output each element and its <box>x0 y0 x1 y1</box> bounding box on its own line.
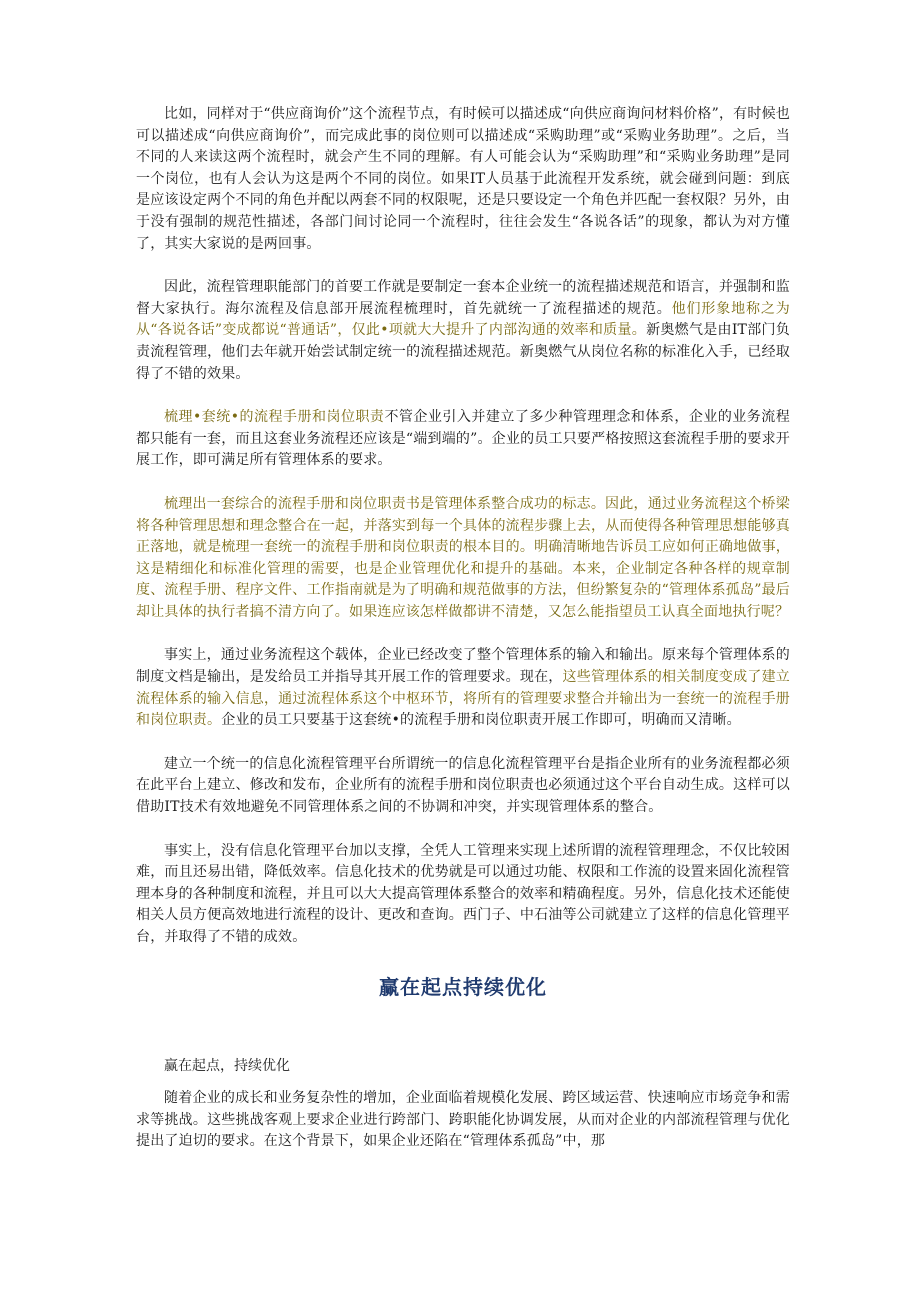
paragraph-2-text-c: 新奥燃气是由IT部门负责流程管理，他们去年就开始尝试制定统一的流程描述规范。新奥燃气从岗位名称的标准化入手，已经取得了不错的效果。 <box>136 322 790 382</box>
paragraph-4 <box>136 494 790 624</box>
paragraph-5-text-c: 企业的员工只要基于这套统•的流程手册和岗位职责开展工作即可，明确而又清晰。 <box>221 712 741 729</box>
paragraph-3-text-b: 不管企业引入并建立了多少种管理理念和体系，企业的业务流程都只能有一套，而且这套业务流程还应该是“端到端的”。企业的员工只要严格按照这套流程手册的要求开展工作，即可满足所有管理体系的要求。 <box>136 409 790 469</box>
paragraph-4-text: 梳理出一套综合的流程手册和岗位职责书是管理体系整合成功的标志。因此，通过业务流程这个桥梁将各种管理思想和理念整合在一起，并落实到每一个具体的流程步骤上去，从而使得各种管理思想能够真正落地，就是梳理一套统一的流程手册和岗位职责的根本目的。明确清晰地告诉员工应如何正确地做事，这是精细化和标准化管理的需要，也是企业管理优化和提升的基础。本来，企业制定各种各样的规章制度、流程手册、程序文件、工作指南就是为了明确和规范做事的方法，但纷繁复杂的“管理体系孤岛”最后却让具体的执行者搞不清方向了。如果连应该怎样做都讲不清楚，又怎么能指望员工认真全面地执行呢？ <box>136 495 790 620</box>
paragraph-7 <box>136 841 790 949</box>
paragraph-1-text: 比如，同样对于“供应商询价”这个流程节点，有时候可以描述成“向供应商询问材料价格”，有时候也可以描述成“向供应商询价”，而完成此事的岗位则可以描述成“采购助理”或“采购业务助理”。之后，当不同的人来读这两个流程时，就会产生不同的理解。有人可能会认为“采购助理”和“采购业务助理”是同一个岗位，也有人会认为这是两个不同的岗位。如果IT人员基于此流程开发系统，就会碰到问题：到底是应该设定两个不同的角色并配以两套不同的权限呢，还是只要设定一个角色并匹配一套权限？另外，由于没有强制的规范性描述，各部门间讨论同一个流程时，往往会发生“各说各话”的现象，都认为对方懂了，其实大家说的是两回事。 <box>136 106 790 252</box>
paragraph-2-text-b: 他们形象地称之为从“各说各话”变成都说“普通话”，仅此•项就大大提升了内部沟通的效率和质量。 <box>136 300 790 339</box>
section-heading: 赢在起点持续优化 <box>379 974 547 999</box>
paragraph-3-text-a: 梳理•套统•的流程手册和岗位职责 <box>164 409 385 426</box>
paragraph-5-text-b: 这些管理体系的相关制度变成了建立流程体系的输入信息，通过流程体系这个中枢环节，将所有的管理要求整合并输出为一套统一的流程手册和岗位职责。 <box>136 669 790 729</box>
paragraph-2 <box>136 277 790 385</box>
paragraph-6 <box>136 754 790 819</box>
document-page <box>136 104 790 1175</box>
paragraph-1 <box>136 104 790 255</box>
paragraph-2-text-a: 因此，流程管理职能部门的首要工作就是要制定一套本企业统一的流程描述规范和语言，并强制和监督大家执行。海尔流程及信息部开展流程梳理时，首先就统一了流程描述的规范。 <box>136 279 790 317</box>
paragraph-5 <box>136 645 790 731</box>
paragraph-3 <box>136 407 790 472</box>
subheading: 赢在起点，持续优化 <box>164 1057 290 1074</box>
final-paragraph: 随着企业的成长和业务复杂性的增加，企业面临着规模化发展、跨区域运营、快速响应市场竞争和需求等挑战。这些挑战客观上要求企业进行跨部门、跨职能化协调发展，从而对企业的内部流程管理与优化提出了迫切的要求。在这个背景下，如果企业还陷在“管理体系孤岛”中，那 <box>136 1090 790 1150</box>
paragraph-7-text: 事实上，没有信息化管理平台加以支撑，全凭人工管理来实现上述所谓的流程管理理念，不仅比较困难，而且还易出错，降低效率。信息化技术的优势就是可以通过功能、权限和工作流的设置来固化流程管理本身的各种制度和流程，并且可以大大提高管理体系整合的效率和精确程度。另外，信息化技术还能使相关人员方便高效地进行流程的设计、更改和查询。西门子、中石油等公司就建立了这样的信息化管理平台，并取得了不错的成效。 <box>136 842 790 945</box>
paragraph-6-text: 建立一个统一的信息化流程管理平台所谓统一的信息化流程管理平台是指企业所有的业务流程都必须在此平台上建立、修改和发布，企业所有的流程手册和岗位职责也必须通过这个平台自动生成。这样可以借助IT技术有效地避免不同管理体系之间的不协调和冲突，并实现管理体系的整合。 <box>136 755 790 816</box>
paragraph-5-text-a: 事实上，通过业务流程这个载体，企业已经改变了整个管理体系的输入和输出。原来每个管理体系的制度文档是输出，是发给员工并指导其开展工作的管理要求。现在， <box>136 647 790 686</box>
